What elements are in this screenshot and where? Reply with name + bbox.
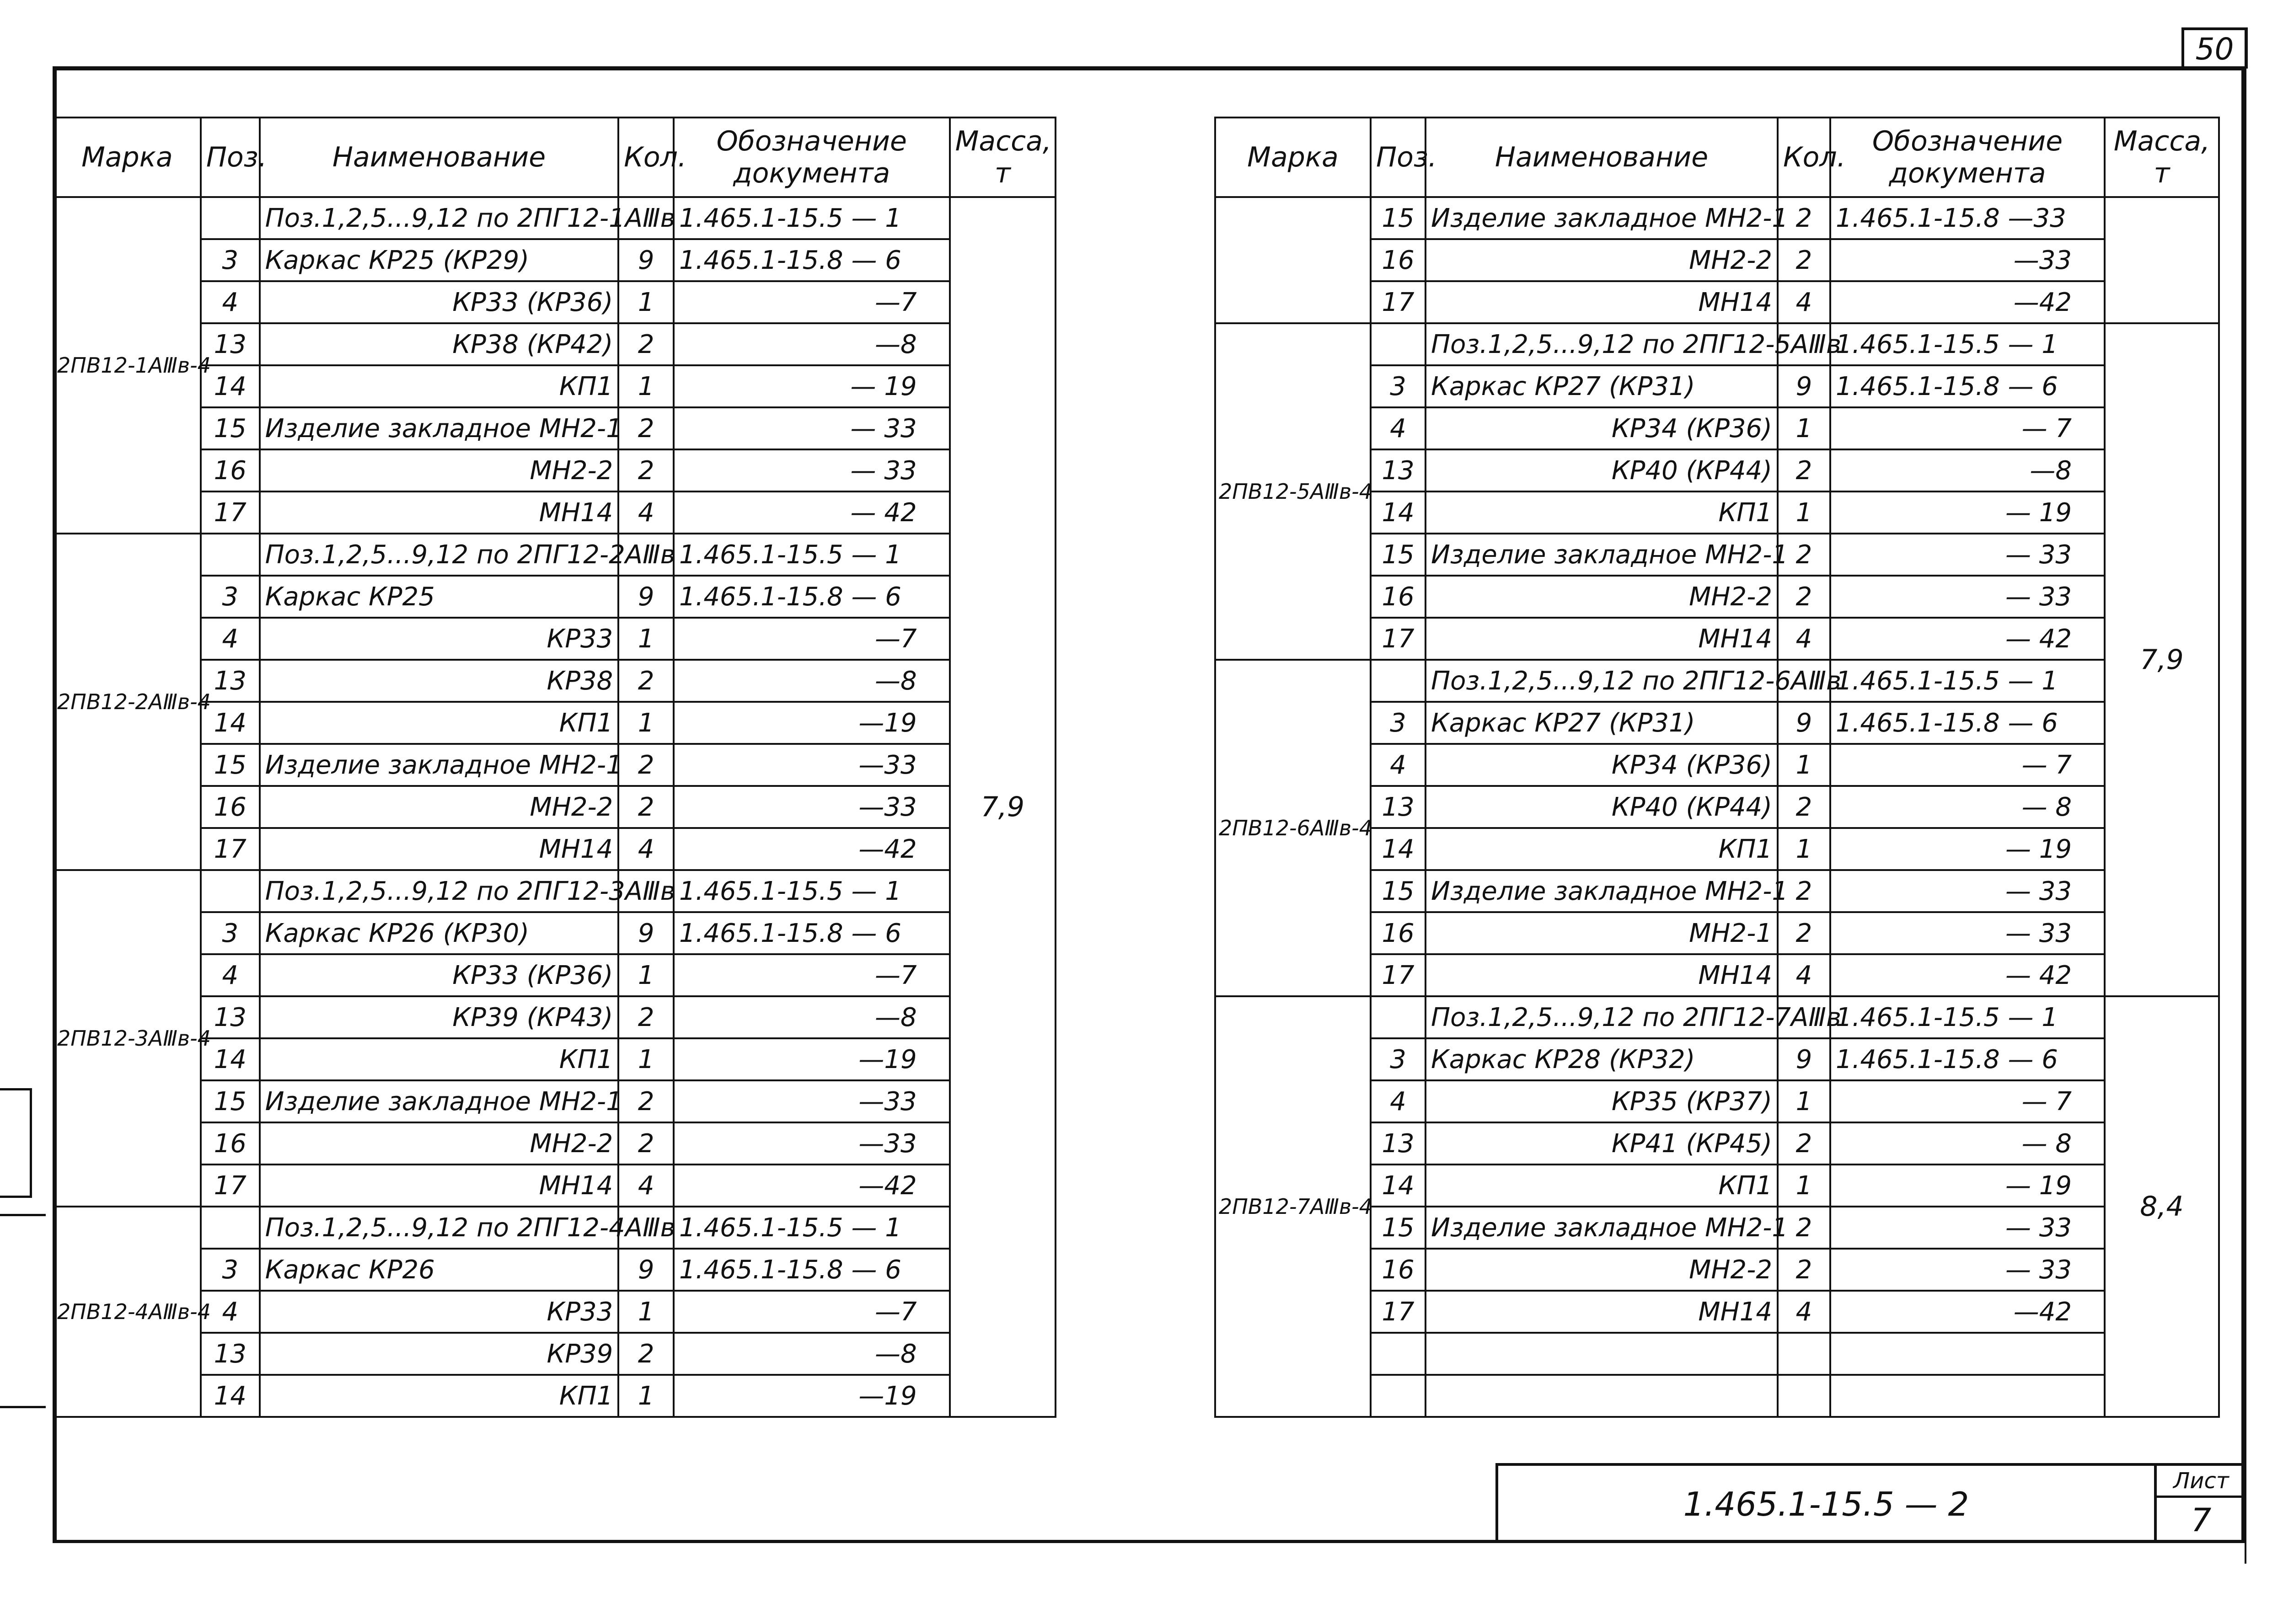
qty-cell: 9 — [1778, 702, 1830, 744]
qty-cell: 1 — [618, 1291, 674, 1333]
table-row — [54, 744, 1056, 786]
table-row — [54, 239, 1056, 281]
pos-cell: 16 — [201, 1122, 260, 1165]
name-cell: Каркас КР25 — [260, 576, 619, 618]
name-cell: Изделие закладное МН2-1 — [1426, 534, 1778, 576]
doc-cell: — 19 — [1830, 828, 2105, 870]
pos-cell: 17 — [201, 491, 260, 534]
pos-cell — [1371, 660, 1426, 702]
qty-cell: 4 — [1778, 281, 1830, 323]
qty-cell: 2 — [618, 323, 674, 365]
pos-cell: 3 — [201, 1249, 260, 1291]
doc-cell: — 19 — [1830, 1165, 2105, 1207]
name-cell: КР41 (КР45) — [1426, 1122, 1778, 1165]
qty-cell: 4 — [618, 491, 674, 534]
pos-cell: 14 — [1371, 491, 1426, 534]
qty-cell: 4 — [618, 828, 674, 870]
pos-cell: 15 — [1371, 197, 1426, 239]
doc-cell: —7 — [674, 281, 950, 323]
qty-cell: 1 — [618, 1375, 674, 1417]
pos-cell: 15 — [1371, 534, 1426, 576]
qty-cell: 1 — [618, 1038, 674, 1080]
pos-cell: 13 — [201, 323, 260, 365]
name-cell: МН2-2 — [260, 449, 619, 491]
doc-cell: —7 — [674, 1291, 950, 1333]
doc-cell: —8 — [674, 996, 950, 1038]
pos-cell: 14 — [201, 1038, 260, 1080]
doc-cell: — 7 — [1830, 744, 2105, 786]
pos-cell: 15 — [1371, 1207, 1426, 1249]
mass-cell: 7,9 — [950, 197, 1056, 1417]
qty-cell: 1 — [1778, 1165, 1830, 1207]
table-row — [54, 1080, 1056, 1122]
name-cell: МН2-2 — [260, 786, 619, 828]
name-cell: КР33 (КР36) — [260, 281, 619, 323]
name-cell: Изделие закладное МН2-1 — [1426, 1207, 1778, 1249]
doc-cell: 1.465.1-15.5 — 1 — [674, 870, 950, 912]
qty-cell: 2 — [618, 1122, 674, 1165]
doc-cell: 1.465.1-15.5 — 1 — [674, 534, 950, 576]
table-row — [54, 1333, 1056, 1375]
doc-cell: —19 — [674, 702, 950, 744]
table-row — [1215, 660, 2219, 702]
qty-cell: 2 — [1778, 239, 1830, 281]
pos-cell: 15 — [201, 407, 260, 449]
qty-cell: 1 — [1778, 1080, 1830, 1122]
doc-cell: — 19 — [1830, 491, 2105, 534]
qty-cell: 2 — [618, 744, 674, 786]
doc-cell: — 33 — [1830, 534, 2105, 576]
pos-cell — [1371, 1333, 1426, 1375]
qty-cell: 2 — [1778, 576, 1830, 618]
qty-cell: 2 — [1778, 1207, 1830, 1249]
name-cell: Каркас КР26 — [260, 1249, 619, 1291]
pos-cell: 4 — [1371, 407, 1426, 449]
doc-cell: —7 — [674, 618, 950, 660]
doc-cell: — 33 — [674, 407, 950, 449]
doc-cell: — 8 — [1830, 1122, 2105, 1165]
pos-cell: 4 — [201, 618, 260, 660]
qty-cell: 2 — [618, 996, 674, 1038]
qty-cell: 2 — [618, 1080, 674, 1122]
doc-cell: —33 — [674, 1122, 950, 1165]
table-row — [54, 1207, 1056, 1249]
doc-cell: — 33 — [1830, 1207, 2105, 1249]
header-mass: Масса, т — [950, 118, 1056, 197]
header-qty: Кол. — [1778, 118, 1830, 197]
table-header-row — [54, 118, 1056, 197]
doc-cell: —33 — [1830, 239, 2105, 281]
qty-cell: 9 — [618, 239, 674, 281]
pos-cell: 17 — [201, 828, 260, 870]
qty-cell — [1778, 1333, 1830, 1375]
header-poz: Поз. — [201, 118, 260, 197]
pos-cell: 13 — [201, 1333, 260, 1375]
pos-cell: 14 — [1371, 1165, 1426, 1207]
pos-cell — [1371, 1375, 1426, 1417]
name-cell: Каркас КР26 (КР30) — [260, 912, 619, 954]
qty-cell: 4 — [618, 1165, 674, 1207]
name-cell: Поз.1,2,5...9,12 по 2ПГ12-7АⅢв — [1426, 996, 1778, 1038]
name-cell: Изделие закладное МН2-1 — [260, 744, 619, 786]
header-marka: Марка — [1215, 118, 1371, 197]
doc-cell: 1.465.1-15.8 — 6 — [674, 1249, 950, 1291]
mass-cell: 8,4 — [2105, 996, 2219, 1417]
name-cell: КР34 (КР36) — [1426, 744, 1778, 786]
name-cell: Поз.1,2,5...9,12 по 2ПГ12-5АⅢв — [1426, 323, 1778, 365]
pos-cell: 3 — [1371, 1038, 1426, 1080]
doc-cell: — 42 — [1830, 954, 2105, 996]
pos-cell: 3 — [201, 576, 260, 618]
marka-cell: 2ПВ12-6АⅢв-4 — [1215, 660, 1371, 996]
header-poz: Поз. — [1371, 118, 1426, 197]
qty-cell: 2 — [618, 1333, 674, 1375]
table-row — [1215, 197, 2219, 239]
name-cell: Изделие закладное МН2-1 — [260, 1080, 619, 1122]
pos-cell: 13 — [1371, 1122, 1426, 1165]
name-cell: КР38 (КР42) — [260, 323, 619, 365]
pos-cell: 14 — [201, 1375, 260, 1417]
name-cell: МН14 — [1426, 281, 1778, 323]
pos-cell — [201, 197, 260, 239]
doc-cell: 1.465.1-15.5 — 1 — [674, 1207, 950, 1249]
name-cell: КР33 — [260, 1291, 619, 1333]
qty-cell — [1778, 1375, 1830, 1417]
pos-cell: 4 — [1371, 744, 1426, 786]
pos-cell: 14 — [201, 365, 260, 407]
qty-cell: 9 — [618, 912, 674, 954]
pos-cell — [1371, 996, 1426, 1038]
qty-cell: 1 — [1778, 491, 1830, 534]
pos-cell: 4 — [201, 281, 260, 323]
pos-cell: 15 — [201, 1080, 260, 1122]
header-name: Наименование — [1426, 118, 1778, 197]
pos-cell: 17 — [1371, 954, 1426, 996]
table-row — [54, 1375, 1056, 1417]
name-cell: КР39 — [260, 1333, 619, 1375]
pos-cell: 4 — [201, 1291, 260, 1333]
pos-cell: 14 — [1371, 828, 1426, 870]
name-cell: КР40 (КР44) — [1426, 449, 1778, 491]
name-cell: Каркас КР27 (КР31) — [1426, 365, 1778, 407]
doc-cell: — 33 — [1830, 870, 2105, 912]
qty-cell: 1 — [618, 702, 674, 744]
name-cell — [1426, 1375, 1778, 1417]
name-cell: КП1 — [260, 1375, 619, 1417]
name-cell: КР34 (КР36) — [1426, 407, 1778, 449]
qty-cell: 1 — [618, 954, 674, 996]
doc-cell: 1.465.1-15.8 — 6 — [674, 912, 950, 954]
qty-cell: 1 — [618, 281, 674, 323]
qty-cell: 1 — [618, 365, 674, 407]
title-block — [1495, 1463, 2245, 1543]
pos-cell: 17 — [1371, 618, 1426, 660]
doc-cell: 1.465.1-15.8 — 6 — [1830, 702, 2105, 744]
doc-cell: 1.465.1-15.5 — 1 — [674, 197, 950, 239]
table-row — [54, 618, 1056, 660]
table-row — [54, 534, 1056, 576]
spec-table-right — [1214, 117, 2220, 1418]
doc-cell: — 42 — [1830, 618, 2105, 660]
name-cell: КП1 — [260, 1038, 619, 1080]
qty-cell: 1 — [1778, 744, 1830, 786]
doc-cell: 1.465.1-15.5 — 1 — [1830, 996, 2105, 1038]
doc-cell: 1.465.1-15.5 — 1 — [1830, 323, 2105, 365]
qty-cell: 1 — [1778, 828, 1830, 870]
edge-mark — [0, 1406, 46, 1408]
pos-cell: 15 — [201, 744, 260, 786]
marka-cell: 2ПВ12-4АⅢв-4 — [54, 1207, 201, 1417]
doc-cell: —7 — [674, 954, 950, 996]
name-cell: КП1 — [260, 365, 619, 407]
name-cell: МН14 — [1426, 954, 1778, 996]
table-row — [54, 449, 1056, 491]
name-cell: МН2-2 — [1426, 239, 1778, 281]
pos-cell: 16 — [1371, 912, 1426, 954]
name-cell: Изделие закладное МН2-1 — [1426, 870, 1778, 912]
name-cell: МН14 — [260, 491, 619, 534]
qty-cell: 2 — [1778, 786, 1830, 828]
qty-cell: 1 — [618, 618, 674, 660]
doc-cell: —33 — [674, 744, 950, 786]
pos-cell: 4 — [1371, 1080, 1426, 1122]
name-cell: Изделие закладное МН2-1 — [260, 407, 619, 449]
table-header-row — [1215, 118, 2219, 197]
doc-cell: — 33 — [1830, 912, 2105, 954]
mass-cell — [2105, 197, 2219, 323]
marka-cell: 2ПВ12-1АⅢв-4 — [54, 197, 201, 534]
pos-cell: 13 — [1371, 786, 1426, 828]
qty-cell: 2 — [1778, 1122, 1830, 1165]
doc-cell: —19 — [674, 1038, 950, 1080]
header-qty: Кол. — [618, 118, 674, 197]
name-cell: МН14 — [260, 828, 619, 870]
spec-table-left — [53, 117, 1056, 1418]
pos-cell: 3 — [1371, 365, 1426, 407]
table-row — [54, 1249, 1056, 1291]
name-cell: МН2-2 — [1426, 1249, 1778, 1291]
name-cell: Каркас КР27 (КР31) — [1426, 702, 1778, 744]
pos-cell: 16 — [201, 449, 260, 491]
qty-cell: 2 — [1778, 912, 1830, 954]
doc-cell: 1.465.1-15.8 —33 — [1830, 197, 2105, 239]
doc-cell: 1.465.1-15.5 — 1 — [1830, 660, 2105, 702]
qty-cell: 2 — [618, 786, 674, 828]
marka-cell: 2ПВ12-2АⅢв-4 — [54, 534, 201, 870]
name-cell — [1426, 1333, 1778, 1375]
marka-cell — [1215, 197, 1371, 323]
qty-cell: 9 — [1778, 1038, 1830, 1080]
doc-cell: —42 — [1830, 1291, 2105, 1333]
table-row — [54, 912, 1056, 954]
name-cell: КР40 (КР44) — [1426, 786, 1778, 828]
doc-cell: 1.465.1-15.8 — 6 — [674, 239, 950, 281]
table-row — [54, 1122, 1056, 1165]
doc-cell: 1.465.1-15.8 — 6 — [1830, 365, 2105, 407]
doc-cell: — 33 — [674, 449, 950, 491]
qty-cell: 2 — [1778, 1249, 1830, 1291]
name-cell: Поз.1,2,5...9,12 по 2ПГ12-1АⅢв — [260, 197, 619, 239]
name-cell: КР39 (КР43) — [260, 996, 619, 1038]
pos-cell: 13 — [201, 996, 260, 1038]
pos-cell: 16 — [201, 786, 260, 828]
pos-cell: 16 — [1371, 1249, 1426, 1291]
qty-cell: 4 — [1778, 954, 1830, 996]
table-row — [1215, 996, 2219, 1038]
name-cell: МН14 — [260, 1165, 619, 1207]
table-row — [54, 786, 1056, 828]
sheet-number: 7 — [2191, 1501, 2212, 1539]
table-row — [54, 197, 1056, 239]
doc-cell: — 8 — [1830, 786, 2105, 828]
pos-cell: 3 — [201, 912, 260, 954]
name-cell: КР33 (КР36) — [260, 954, 619, 996]
name-cell: Поз.1,2,5...9,12 по 2ПГ12-4АⅢв — [260, 1207, 619, 1249]
doc-cell — [1830, 1375, 2105, 1417]
name-cell: Поз.1,2,5...9,12 по 2ПГ12-6АⅢв — [1426, 660, 1778, 702]
name-cell: МН2-2 — [260, 1122, 619, 1165]
pos-cell: 17 — [1371, 281, 1426, 323]
table-row — [54, 576, 1056, 618]
qty-cell: 9 — [618, 1249, 674, 1291]
doc-cell: —33 — [674, 1080, 950, 1122]
pos-cell: 17 — [1371, 1291, 1426, 1333]
name-cell: Каркас КР28 (КР32) — [1426, 1038, 1778, 1080]
table-row — [54, 954, 1056, 996]
doc-cell: —8 — [674, 323, 950, 365]
doc-cell — [1830, 1333, 2105, 1375]
doc-cell: —42 — [674, 1165, 950, 1207]
table-row — [1215, 323, 2219, 365]
edge-box — [0, 1088, 32, 1198]
name-cell: МН14 — [1426, 1291, 1778, 1333]
doc-cell: 1.465.1-15.8 — 6 — [674, 576, 950, 618]
pos-cell: 14 — [201, 702, 260, 744]
marka-cell: 2ПВ12-3АⅢв-4 — [54, 870, 201, 1207]
table-row — [54, 1165, 1056, 1207]
name-cell: КП1 — [260, 702, 619, 744]
doc-cell: — 33 — [1830, 1249, 2105, 1291]
sheet-label: Лист — [2157, 1466, 2245, 1498]
pos-cell: 17 — [201, 1165, 260, 1207]
doc-cell: — 19 — [674, 365, 950, 407]
spec-body-left — [54, 197, 1056, 1417]
pos-cell — [201, 534, 260, 576]
mass-cell: 7,9 — [2105, 323, 2219, 996]
header-doc: Обозначение документа — [1830, 118, 2105, 197]
pos-cell: 13 — [201, 660, 260, 702]
table-row — [54, 407, 1056, 449]
name-cell: КП1 — [1426, 1165, 1778, 1207]
qty-cell: 2 — [1778, 449, 1830, 491]
pos-cell — [201, 870, 260, 912]
name-cell: Изделие закладное МН2-1 — [1426, 197, 1778, 239]
pos-cell: 15 — [1371, 870, 1426, 912]
margin-line — [2245, 27, 2246, 1564]
marka-cell: 2ПВ12-7АⅢв-4 — [1215, 996, 1371, 1417]
marka-cell: 2ПВ12-5АⅢв-4 — [1215, 323, 1371, 660]
qty-cell: 9 — [1778, 365, 1830, 407]
name-cell: КП1 — [1426, 828, 1778, 870]
header-name: Наименование — [260, 118, 619, 197]
doc-cell: —8 — [674, 660, 950, 702]
header-doc: Обозначение документа — [674, 118, 950, 197]
table-row — [54, 491, 1056, 534]
doc-cell: —8 — [1830, 449, 2105, 491]
qty-cell: 2 — [1778, 534, 1830, 576]
sheet-corner-number: 50 — [2181, 27, 2248, 69]
qty-cell: 2 — [1778, 870, 1830, 912]
name-cell: Поз.1,2,5...9,12 по 2ПГ12-2АⅢв — [260, 534, 619, 576]
pos-cell: 16 — [1371, 239, 1426, 281]
qty-cell: 4 — [1778, 618, 1830, 660]
name-cell: МН14 — [1426, 618, 1778, 660]
table-row — [54, 828, 1056, 870]
pos-cell: 3 — [1371, 702, 1426, 744]
doc-cell: —42 — [1830, 281, 2105, 323]
name-cell: КР35 (КР37) — [1426, 1080, 1778, 1122]
qty-cell: 2 — [618, 449, 674, 491]
edge-mark — [0, 1214, 46, 1216]
pos-cell — [1371, 323, 1426, 365]
doc-cell: — 33 — [1830, 576, 2105, 618]
header-mass: Масса, т — [2105, 118, 2219, 197]
qty-cell: 1 — [1778, 407, 1830, 449]
doc-cell: 1.465.1-15.8 — 6 — [1830, 1038, 2105, 1080]
document-code: 1.465.1-15.5 — 2 — [1498, 1466, 2157, 1543]
name-cell: МН2-1 — [1426, 912, 1778, 954]
doc-cell: —19 — [674, 1375, 950, 1417]
doc-cell: — 7 — [1830, 407, 2105, 449]
pos-cell: 13 — [1371, 449, 1426, 491]
pos-cell — [201, 1207, 260, 1249]
table-row — [54, 281, 1056, 323]
qty-cell: 9 — [618, 576, 674, 618]
pos-cell: 16 — [1371, 576, 1426, 618]
pos-cell: 3 — [201, 239, 260, 281]
name-cell: Поз.1,2,5...9,12 по 2ПГ12-3АⅢв — [260, 870, 619, 912]
name-cell: Каркас КР25 (КР29) — [260, 239, 619, 281]
doc-cell: —33 — [674, 786, 950, 828]
qty-cell: 4 — [1778, 1291, 1830, 1333]
doc-cell: — 7 — [1830, 1080, 2105, 1122]
doc-cell: — 42 — [674, 491, 950, 534]
pos-cell: 4 — [201, 954, 260, 996]
table-row — [54, 870, 1056, 912]
name-cell: МН2-2 — [1426, 576, 1778, 618]
name-cell: КП1 — [1426, 491, 1778, 534]
header-marka: Марка — [54, 118, 201, 197]
doc-cell: —42 — [674, 828, 950, 870]
name-cell: КР38 — [260, 660, 619, 702]
qty-cell: 2 — [618, 660, 674, 702]
qty-cell: 2 — [1778, 197, 1830, 239]
name-cell: КР33 — [260, 618, 619, 660]
qty-cell: 2 — [618, 407, 674, 449]
spec-body-right — [1215, 197, 2219, 1417]
doc-cell: —8 — [674, 1333, 950, 1375]
